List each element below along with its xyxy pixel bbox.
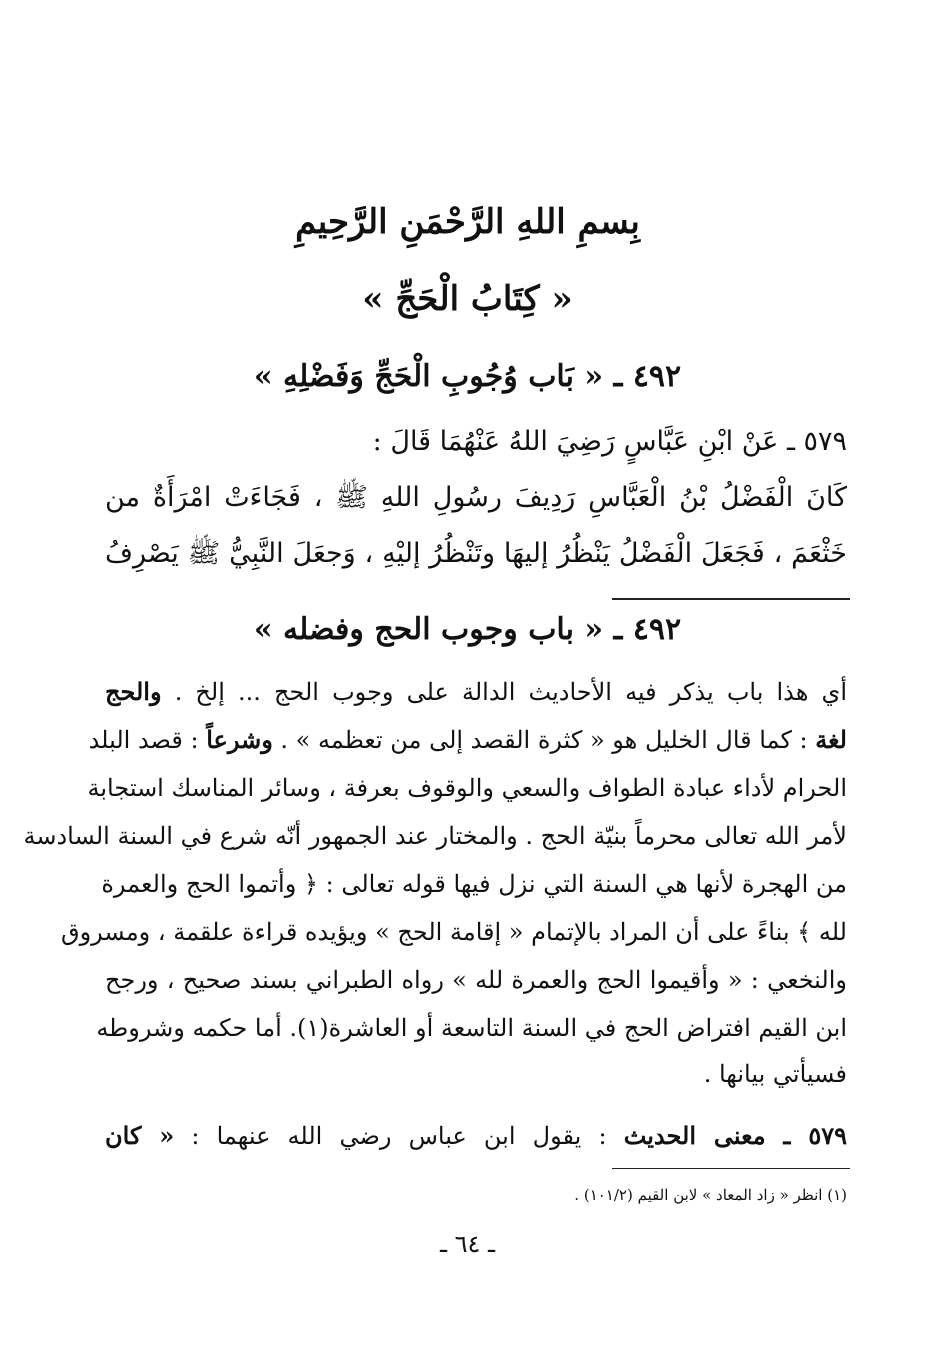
chapter-heading: ٤٩٢ ـ « بَاب وُجُوبِ الْحَجِّ وَفَضْلِهِ » — [253, 359, 682, 394]
bold-term: وشرعاً — [206, 725, 273, 754]
commentary-line-1 — [105, 677, 847, 706]
commentary-text: : قصد البلد — [88, 726, 199, 754]
hadith-line-3: خَثْعَمَ ، فَجَعَلَ الْفَضْلُ يَنْظُرُ إليهَا وتَنْظُرُ إليْهِ ، وَجعَلَ النَّبِيُّ ﷺ يَصْرِفُ — [105, 538, 847, 569]
commentary-line-4: لأمر الله تعالى محرماً بنيّة الحج . والمختار عند الجمهور أنّه شرع في السنة السادسة — [23, 822, 847, 850]
bold-term: لغة — [815, 725, 847, 754]
commentary-line-7: والنخعي : « وأقيموا الحج والعمرة لله » رواه الطبراني بسند صحيح ، ورجح — [105, 966, 847, 994]
basmala: بِسمِ اللهِ الرَّحْمَنِ الرَّحِيمِ — [295, 202, 640, 242]
hadith-line-1: ٥٧٩ ـ عَنْ ابْنِ عَبَّاسٍ رَضِيَ اللهُ عَنْهُمَا قَالَ : — [372, 426, 847, 457]
commentary-line-2 — [88, 725, 847, 754]
bold-term: « كان — [105, 1121, 175, 1150]
meaning-text: : يقول ابن عباس رضي الله عنهما : — [191, 1122, 607, 1150]
book-title: « كِتَابُ الْحَجِّ » — [362, 279, 573, 319]
page-number: ـ ٦٤ ـ — [439, 1230, 496, 1258]
commentary-text: أي هذا باب يذكر فيه الأحاديث الدالة على وجوب الحج ... إلخ . — [174, 678, 847, 706]
commentary-line-6: لله ﴾ بناءً على أن المراد بالإتمام « إقامة الحج » ويؤيده قراءة علقمة ، ومسروق — [60, 918, 847, 946]
commentary-line-9: فسيأتي بيانها . — [703, 1060, 847, 1088]
commentary-text: : كما قال الخليل هو « كثرة القصد إلى من تعظمه » . — [280, 726, 808, 754]
commentary-line-5: من الهجرة لأنها هي السنة التي نزل فيها قوله تعالى : ﴿ وأتموا الحج والعمرة — [101, 870, 847, 898]
commentary-line-3: الحرام لأداء عبادة الطواف والسعي والوقوف بعرفة ، وسائر المناسك استجابة — [87, 774, 847, 802]
bold-term: ٥٧٩ ـ معنى الحديث — [623, 1121, 847, 1150]
footnote-divider — [612, 1168, 850, 1169]
hadith-line-2: كَانَ الْفَضْلُ بْنُ الْعَبَّاسِ رَدِيفَ رسُولِ اللهِ ﷺ ، فَجَاءَتْ امْرَأَةٌ من — [105, 482, 847, 513]
bold-term: والحج — [105, 677, 162, 706]
hadith-meaning-line — [105, 1121, 847, 1150]
footnote: (١) انظر « زاد المعاد » لابن القيم (١٠١/٢) . — [574, 1186, 847, 1204]
commentary-heading: ٤٩٢ ـ « باب وجوب الحج وفضله » — [253, 612, 682, 647]
commentary-line-8: ابن القيم افتراض الحج في السنة التاسعة أو العاشرة(١). أما حكمه وشروطه — [96, 1014, 847, 1042]
section-divider — [612, 598, 850, 600]
